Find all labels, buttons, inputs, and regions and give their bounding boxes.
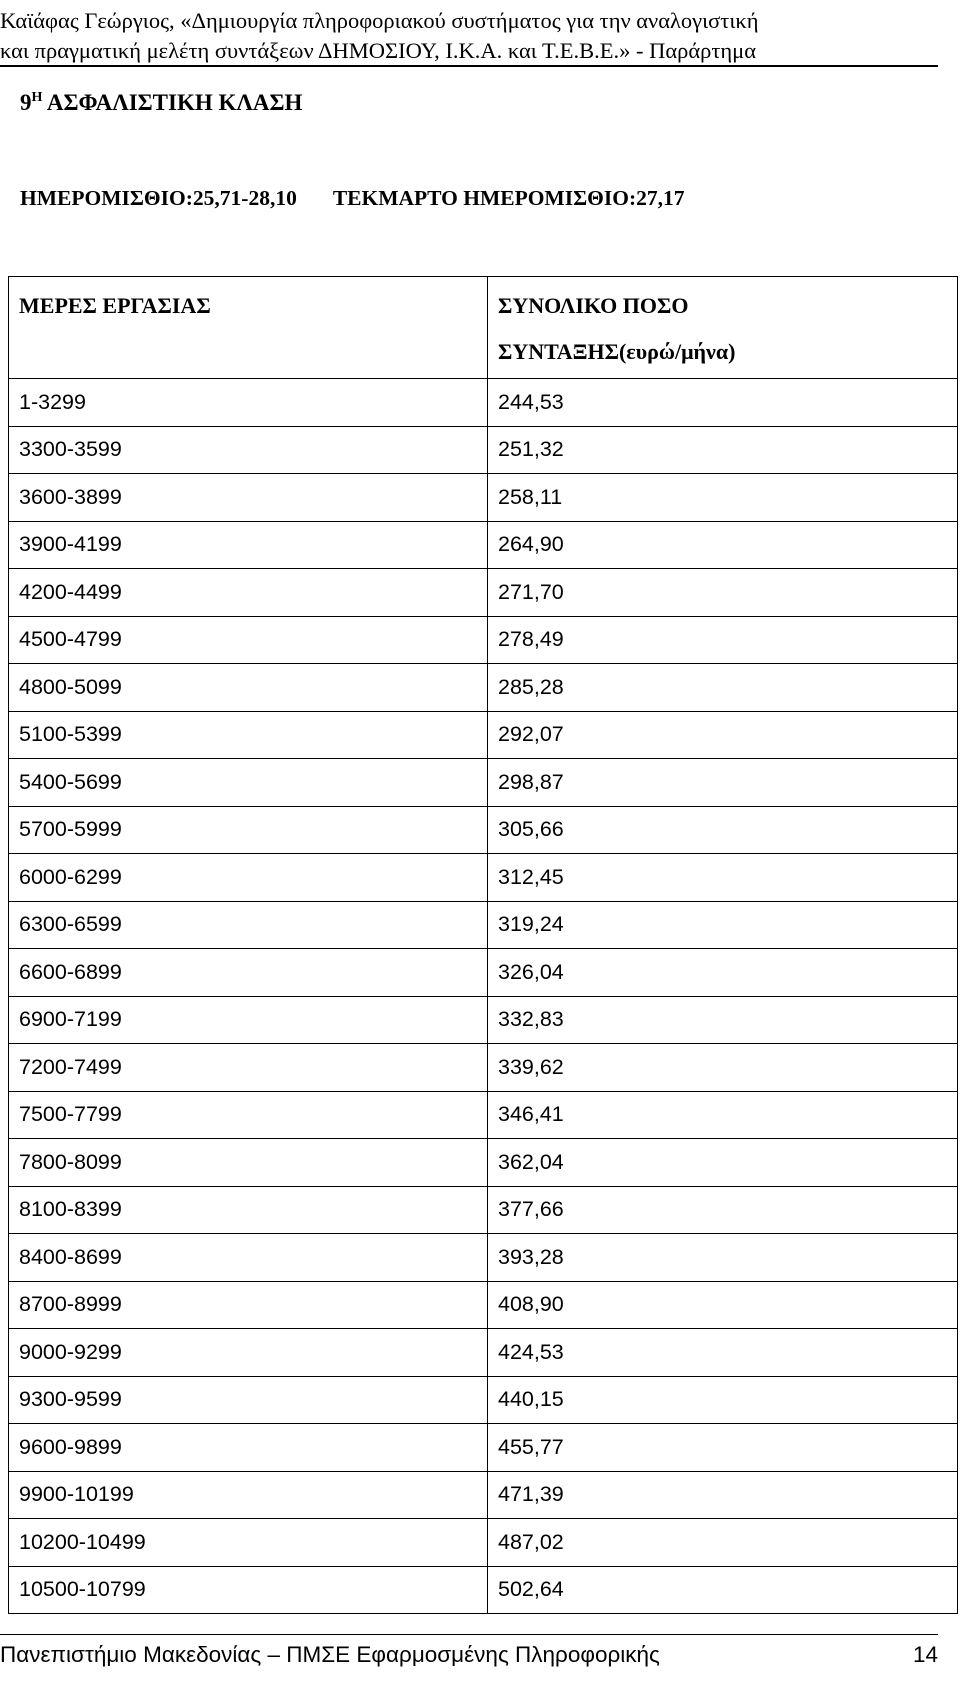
pension-amount-cell: 244,53	[488, 379, 958, 427]
footer-text: Πανεπιστήμιο Μακεδονίας – ΠΜΣΕ Εφαρμοσμένης Πληροφορικής	[0, 1642, 660, 1667]
pension-amount-cell: 285,28	[488, 664, 958, 712]
pension-amount-cell: 362,04	[488, 1139, 958, 1187]
pension-amount-cell: 332,83	[488, 996, 958, 1044]
work-days-cell: 7500-7799	[9, 1091, 488, 1139]
pension-amount-cell: 258,11	[488, 474, 958, 522]
table-row	[9, 759, 958, 807]
work-days-cell: 6000-6299	[9, 854, 488, 902]
work-days-cell: 8700-8999	[9, 1281, 488, 1329]
wage-info	[20, 186, 685, 211]
daily-wage: ΗΜΕΡΟΜΙΣΘΙΟ:25,71-28,10	[20, 186, 297, 210]
pension-amount-cell: 424,53	[488, 1329, 958, 1377]
pension-amount-cell: 251,32	[488, 426, 958, 474]
table-row	[9, 1376, 958, 1424]
pension-amount-cell: 319,24	[488, 901, 958, 949]
table-row	[9, 569, 958, 617]
page-header	[0, 0, 938, 66]
work-days-cell: 7800-8099	[9, 1139, 488, 1187]
table-header-row	[9, 277, 958, 379]
pension-amount-cell: 312,45	[488, 854, 958, 902]
table-body	[9, 379, 958, 1614]
work-days-cell: 6900-7199	[9, 996, 488, 1044]
pension-amount-cell: 346,41	[488, 1091, 958, 1139]
work-days-cell: 9600-9899	[9, 1424, 488, 1472]
pension-amount-cell: 471,39	[488, 1471, 958, 1519]
pension-amount-cell: 377,66	[488, 1186, 958, 1234]
work-days-cell: 9300-9599	[9, 1376, 488, 1424]
pension-amount-cell: 271,70	[488, 569, 958, 617]
insurance-class-title	[20, 90, 302, 116]
table-row	[9, 1139, 958, 1187]
presumed-daily-wage: ΤΕΚΜΑΡΤΟ ΗΜΕΡΟΜΙΣΘΙΟ:27,17	[332, 186, 685, 210]
pension-amount-cell: 502,64	[488, 1566, 958, 1614]
work-days-cell: 9900-10199	[9, 1471, 488, 1519]
table-row	[9, 474, 958, 522]
work-days-cell: 4200-4499	[9, 569, 488, 617]
class-title-text: ΑΣΦΑΛΙΣΤΙΚΗ ΚΛΑΣΗ	[46, 90, 303, 115]
pension-amount-cell: 264,90	[488, 521, 958, 569]
table-row	[9, 1234, 958, 1282]
work-days-cell: 3600-3899	[9, 474, 488, 522]
header-rule	[0, 65, 938, 67]
table-row	[9, 1329, 958, 1377]
work-days-cell: 3900-4199	[9, 521, 488, 569]
column-header-work-days: ΜΕΡΕΣ ΕΡΓΑΣΙΑΣ	[9, 277, 488, 379]
work-days-cell: 8400-8699	[9, 1234, 488, 1282]
table-row	[9, 664, 958, 712]
table-row	[9, 1186, 958, 1234]
work-days-cell: 5700-5999	[9, 806, 488, 854]
work-days-cell: 10500-10799	[9, 1566, 488, 1614]
table-row	[9, 1281, 958, 1329]
table-row	[9, 711, 958, 759]
pension-amount-cell: 278,49	[488, 616, 958, 664]
work-days-cell: 6300-6599	[9, 901, 488, 949]
pension-amount-cell: 305,66	[488, 806, 958, 854]
work-days-cell: 7200-7499	[9, 1044, 488, 1092]
table-row	[9, 949, 958, 997]
pension-amount-cell: 393,28	[488, 1234, 958, 1282]
work-days-cell: 1-3299	[9, 379, 488, 427]
table-row	[9, 616, 958, 664]
work-days-cell: 9000-9299	[9, 1329, 488, 1377]
table-row	[9, 901, 958, 949]
header-line-2: και πραγματική μελέτη συντάξεων ΔΗΜΟΣΙΟΥ, Ι.Κ.Α. και Τ.Ε.Β.Ε.» - Παράρτημα	[0, 38, 757, 63]
pension-amount-cell: 339,62	[488, 1044, 958, 1092]
table-row	[9, 1091, 958, 1139]
pension-amount-cell: 298,87	[488, 759, 958, 807]
table-row	[9, 379, 958, 427]
table-row	[9, 1424, 958, 1472]
pension-amount-cell: 326,04	[488, 949, 958, 997]
work-days-cell: 4500-4799	[9, 616, 488, 664]
pension-amount-cell: 487,02	[488, 1519, 958, 1567]
work-days-cell: 4800-5099	[9, 664, 488, 712]
table-row	[9, 1566, 958, 1614]
class-number: 9	[20, 90, 32, 115]
table-row	[9, 521, 958, 569]
pension-amount-cell: 455,77	[488, 1424, 958, 1472]
table-row	[9, 996, 958, 1044]
work-days-cell: 5100-5399	[9, 711, 488, 759]
table-row	[9, 1044, 958, 1092]
pension-amount-cell: 440,15	[488, 1376, 958, 1424]
work-days-cell: 3300-3599	[9, 426, 488, 474]
page-number: 14	[912, 1642, 938, 1667]
class-number-superscript: Η	[31, 90, 43, 105]
footer-rule	[0, 1634, 938, 1635]
table-row	[9, 1471, 958, 1519]
work-days-cell: 8100-8399	[9, 1186, 488, 1234]
table-row	[9, 426, 958, 474]
work-days-cell: 6600-6899	[9, 949, 488, 997]
pension-amount-cell: 292,07	[488, 711, 958, 759]
work-days-cell: 10200-10499	[9, 1519, 488, 1567]
header-line-1: Καϊάφας Γεώργιος, «Δημιουργία πληροφοριακού συστήματος για την αναλογιστική	[0, 8, 759, 33]
pension-table	[8, 276, 958, 1614]
column-header-total-pension: ΣΥΝΟΛΙΚΟ ΠΟΣΟ ΣΥΝΤΑΞΗΣ(ευρώ/μήνα)	[488, 277, 958, 379]
pension-amount-cell: 408,90	[488, 1281, 958, 1329]
work-days-cell: 5400-5699	[9, 759, 488, 807]
table-row	[9, 854, 958, 902]
table-row	[9, 806, 958, 854]
table-row	[9, 1519, 958, 1567]
